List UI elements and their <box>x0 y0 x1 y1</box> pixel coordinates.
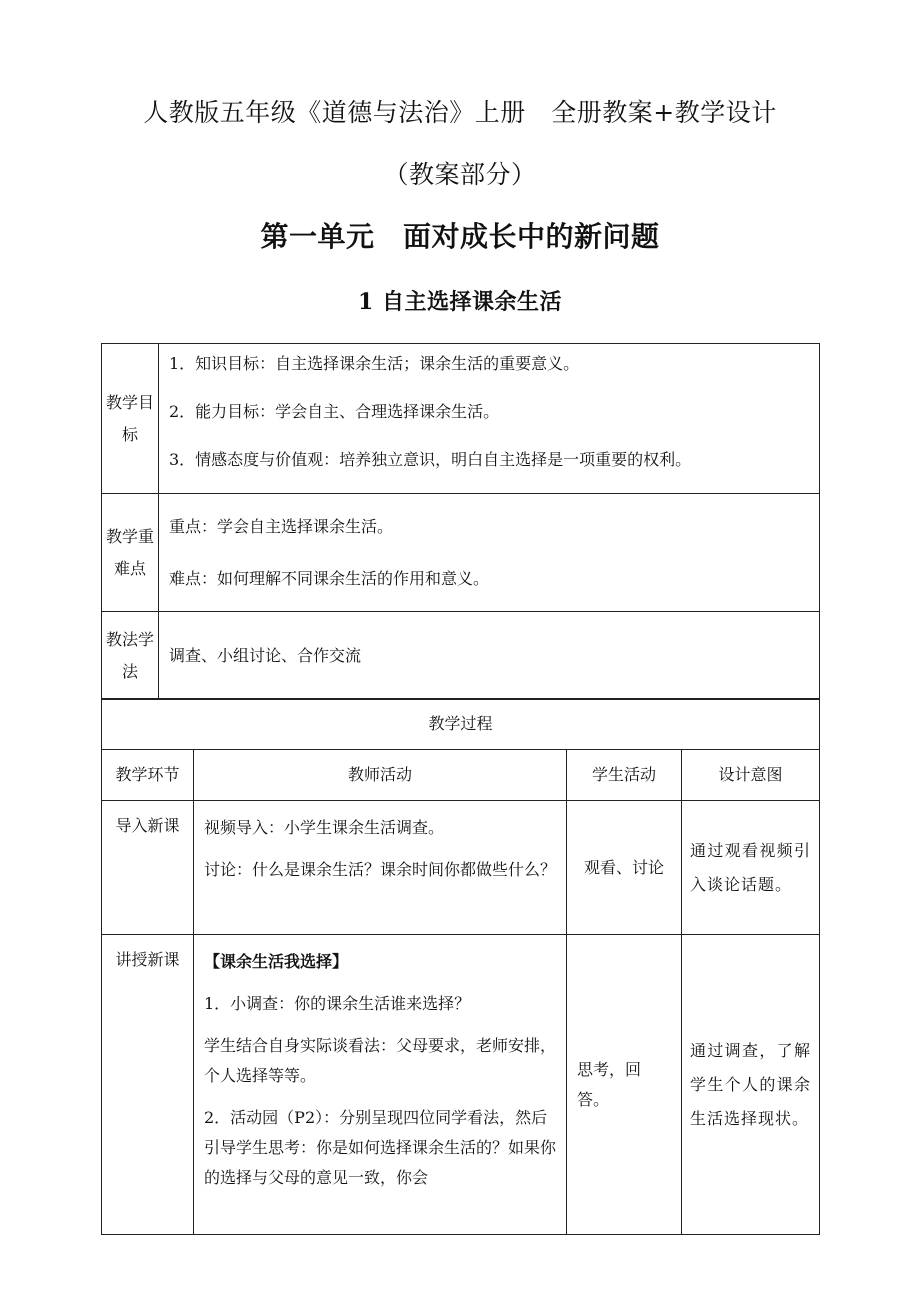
header-stage: 教学环节 <box>102 750 194 801</box>
document-subtitle: （教案部分） <box>383 160 537 189</box>
teaching-process-table <box>101 698 820 1235</box>
keypoint-item: 难点：如何理解不同课余生活的作用和意义。 <box>169 568 490 588</box>
unit-title: 第一单元 面对成长中的新问题 <box>260 220 660 253</box>
lesson-overview-table <box>101 343 820 700</box>
process-header-row <box>102 750 820 801</box>
teacher-line: 1．小调查：你的课余生活谁来选择？ <box>204 994 471 1013</box>
goal-item: 1．知识目标：自主选择课余生活；课余生活的重要意义。 <box>169 354 580 373</box>
design-intent-new: 通过调查，了解学生个人的课余生活选择现状。 <box>682 935 820 1235</box>
goals-content <box>159 344 820 494</box>
keypoints-label: 教学重难点 <box>102 494 159 612</box>
lesson-title: 1 自主选择课余生活 <box>358 289 562 315</box>
document-title: 人教版五年级《道德与法治》上册 全册教案+教学设计 <box>143 98 777 127</box>
design-intent-intro: 通过观看视频引入谈论话题。 <box>682 801 820 935</box>
methods-text: 调查、小组讨论、合作交流 <box>169 645 362 665</box>
goal-item: 3．情感态度与价值观：培养独立意识，明白自主选择是一项重要的权利。 <box>169 450 692 469</box>
header-student: 学生活动 <box>567 750 682 801</box>
stage-intro: 导入新课 <box>102 801 194 935</box>
stage-new: 讲授新课 <box>102 935 194 1235</box>
header-teacher: 教师活动 <box>194 750 567 801</box>
process-title: 教学过程 <box>102 699 820 750</box>
teacher-line: 讨论：什么是课余生活？课余时间你都做些什么？ <box>204 860 557 879</box>
keypoint-item: 重点：学会自主选择课余生活。 <box>169 516 394 536</box>
teacher-line: 2．活动园（P2）：分别呈现四位同学看法，然后引导学生思考：你是如何选择课余生活的？如果你的选择与父母的意见一致，你会 <box>204 1108 557 1187</box>
keypoints-content <box>159 494 820 612</box>
process-row-intro <box>102 801 820 935</box>
teacher-activity-intro <box>194 801 567 935</box>
teacher-heading: 【课余生活我选择】 <box>204 952 349 971</box>
student-activity-new: 思考，回答。 <box>567 935 682 1235</box>
teacher-activity-new <box>194 935 567 1235</box>
methods-content <box>159 612 820 700</box>
methods-label: 教法学法 <box>102 612 159 700</box>
keypoints-row <box>102 494 820 612</box>
student-activity-intro: 观看、讨论 <box>567 801 682 935</box>
header-design: 设计意图 <box>682 750 820 801</box>
goal-item: 2．能力目标：学会自主、合理选择课余生活。 <box>169 402 500 421</box>
goals-label: 教学目标 <box>102 344 159 494</box>
goals-row <box>102 344 820 494</box>
methods-row <box>102 612 820 700</box>
teacher-line: 视频导入：小学生课余生活调查。 <box>204 818 445 837</box>
process-row-new <box>102 935 820 1235</box>
teacher-line: 学生结合自身实际谈看法：父母要求，老师安排，个人选择等等。 <box>204 1036 557 1085</box>
